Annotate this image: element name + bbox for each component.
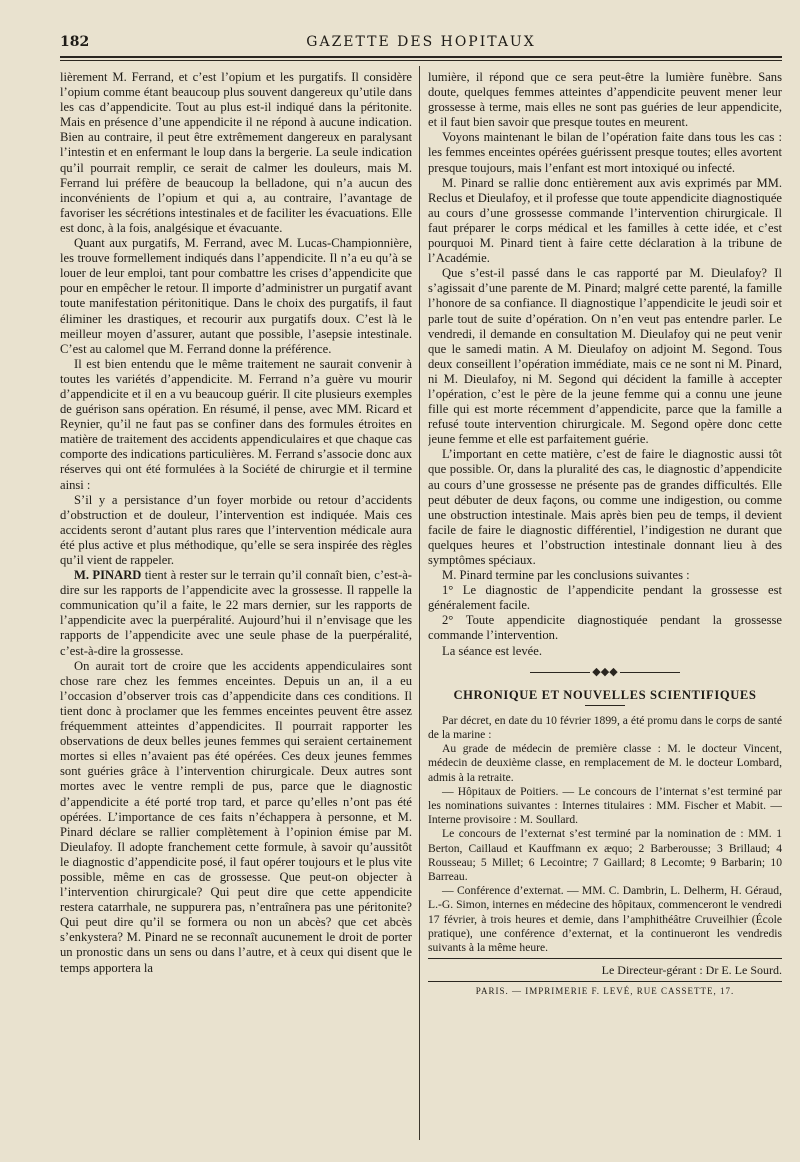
paragraph: Quant aux purgatifs, M. Ferrand, avec M. Lucas-Championnière, les trouve formellement indiqués dans l’appendicite. Il n’a eu qu’à se louer de leur emploi, tant pour combattre les crises d’appendicite que pour en empêcher le retour. Il importe d’administrer un purgatif avant toute manifestation péritonitique. Dans le choix des purgatifs, il faut éliminer les drastiques, et recourir aux purgatifs doux. C’est là le meilleur moyen d’assurer, autant que possible, l’asepsie intestinale. C’est au calomel que M. Ferrand donne la préférence. — [60, 236, 412, 356]
news-paragraph: — Hôpitaux de Poitiers. — Le concours de l’internat s’est terminé par les nominations suivantes : Internes titulaires : MM. Fischer et Mabit. — Interne provisoire : M. Soullard. — [428, 784, 782, 827]
page-number: 182 — [60, 34, 90, 50]
journal-title: GAZETTE DES HOPITAUX — [306, 34, 536, 50]
paragraph: 1° Le diagnostic de l’appendicite pendant la grossesse est généralement facile. — [428, 583, 782, 613]
paragraph: lièrement M. Ferrand, et c’est l’opium et les purgatifs. Il considère l’opium comme étant beaucoup plus souvent dangereux qu’utile dans les cas d’appendicite. Tout au plus est-il indiqué dans la péritonite. Mais en présence d’une appendicite il ne répond à aucune indication. Bien au contraire, il peut être extrêmement dangereux en paralysant l’intestin et en enfermant le loup dans la bergerie. La seule indication qu’il pourrait remplir, ce serait de calmer les douleurs, mais M. Ferrand lui préfère de beaucoup la belladone, qui n’a aucun des inconvénients de l’opium et qui a, au contraire, l’avantage de favoriser les sécrétions intestinales et de faciliter les évacuations. Elle est donc, à la fois, analgésique et évacuante. — [60, 70, 412, 235]
signature: Le Directeur-gérant : Dr E. Le Sourd. — [601, 963, 782, 978]
news-paragraph: Le concours de l’externat s’est terminé par la nomination de : MM. 1 Berton, Caillaud et Kauffmann ex æquo; 2 Barberousse; 3 Brillaud; 4 Rousseau; 5 Millet; 6 Lecointre; 7 Gaillard; 8 Lecomte; 9 Barbarin; 10 Barreau. — [428, 827, 782, 884]
header-rule-thin — [60, 60, 782, 61]
printer-imprint: PARIS. — IMPRIMERIE F. LEVÉ, RUE CASSETTE, 17. — [475, 986, 735, 997]
right-column — [428, 70, 782, 1150]
header-rule — [60, 56, 782, 58]
speaker-name: M. PINARD — [74, 568, 142, 583]
left-column — [60, 70, 412, 1150]
paragraph — [60, 568, 412, 659]
paragraph-text: tient à rester sur le terrain qu’il connaît bien, c’est-à-dire sur les rapports de l’appendicite avec la grossesse. Il rappelle la communication qu’il a faite, le 22 mars dernier, sur les rapports de l’appendicite avec la puerpéralité. Aujourd’hui il n’envisage que les rapports de l’appendicite avec une seule phase de la puerpéralité, c’est-à-dire la grossesse. — [60, 568, 412, 658]
paragraph: M. Pinard se rallie donc entièrement aux avis exprimés par MM. Reclus et Dieulafoy, et il professe que toute appendicite diagnostiquée au cours d’une grossesse commande l’intervention chirurgicale. Il faut préparer le corps médical et les familles à cette idée, et c’est pourquoi M. Pinard tient à faire cette déclaration à la tribune de l’Académie. — [428, 175, 782, 266]
news-paragraph: Au grade de médecin de première classe : M. le docteur Vincent, médecin de deuxième classe, en remplacement de M. le docteur Lombard, admis à la retraite. — [428, 742, 782, 784]
paragraph: 2° Toute appendicite diagnostiquée pendant la grossesse commande l’intervention. — [428, 613, 782, 643]
paragraph: L’important en cette matière, c’est de faire le diagnostic aussi tôt que possible. Or, dans la pluralité des cas, le diagnostic d’appendicite au cours d’une grossesse ne présente pas de grandes difficultés. Elle peut débuter de deux façons, ou comme une indigestion, ou comme une obstruction intestinale. Mais après bien peu de temps, il devient facile de faire le diagnostic différentiel, l’indigestion ne durant que quelques heures et l’obstruction intestinale donnant lieu à des symptômes spéciaux. — [428, 447, 782, 567]
paragraph: lumière, il répond que ce sera peut-être la lumière funèbre. Sans doute, quelques femmes atteintes d’appendicite peuvent mener leur grossesse à terme, mais elles ne sont pas guéries de leur appendicite, et il faut bien savoir que presque toutes en meurent. — [428, 70, 782, 130]
column-separator — [419, 66, 420, 1140]
section-title: CHRONIQUE ET NOUVELLES SCIENTIFIQUES — [453, 687, 757, 702]
paragraph: Voyons maintenant le bilan de l’opération faite dans tous les cas : les femmes enceintes opérées guérissent presque toutes; elles avortent presque toujours, mais l’enfant est mort intoxiqué ou infecté. — [428, 130, 782, 175]
page-header — [60, 30, 782, 58]
paragraph: La séance est levée. — [442, 643, 542, 658]
paragraph: On aurait tort de croire que les accidents appendiculaires sont chose rare chez les femmes enceintes. Depuis un an, il a eu l’occasion d’observer trois cas d’appendicite dans ces conditions. Il tient donc à proclamer que les femmes enceintes peuvent être assez fréquemment atteintes d’appendicites. Il pourrait rapporter les observations de deux belles jeunes femmes qui seraient certainement mortes si elles n’avaient pas été opérées. Ces deux jeunes femmes sont guéries grâce à l’intervention chirurgicale. Deux autres sont mortes avec le ventre rempli de pus, parce que le diagnostic d’appendicite a été porté trop tard, et parce qu’elles n’ont pas été opérées. L’importance de ces faits n’échappera à personne, et M. Pinard déclare se rallier complètement à l’opinion émise par M. Dieulafoy. Il adopte franchement cette formule, à savoir qu’aussitôt le diagnostic d’appendicite posé, il faut opérer toujours et le plus vite possible, même en cas de grossesse. Que peut-on objecter à l’intervention chirurgicale? Qui peut dire que cette appendicite restera catarrhale, ne suppurera pas, n’entraînera pas une péritonite? Qui peut dire qu’il se formera ou non un abcès? que cet abcès s’enkystera? M. Pinard ne se reconnaît aucunement le droit de porter un pronostic dans un sens ou dans l’autre, et à ceux qui disent que le temps apportera la — [60, 658, 412, 975]
news-section — [428, 714, 782, 955]
paragraph: Il est bien entendu que le même traitement ne saurait convenir à toutes les variétés d’appendicite. M. Ferrand n’a guère vu mourir d’appendicite et il en a vu beaucoup guérir. Il cite plusieurs exemples de guérison sans opération. En résumé, il pense, avec MM. Ricard et Reynier, qu’il ne faut pas se confiner dans des formules étroites en matière de traitement des accidents appendiculaires et que chaque cas comporte des indications particulières. M. Ferrand s’associe donc aux réserves qui ont été formulées à la Société de chirurgie et il termine ainsi : — [60, 356, 412, 492]
printer-rule — [428, 981, 782, 982]
section-divider-ornament: ◆◆◆ — [428, 665, 782, 680]
news-paragraph: — Conférence d’externat. — MM. C. Dambrin, L. Delherm, H. Géraud, L.-G. Simon, internes en médecine des hôpitaux, commenceront le vendredi 17 février, à trois heures et demie, dans l’amphithéâtre Cruveilhier (École pratique), une conférence d’externat, et la continueront les vendredis suivants à la même heure. — [428, 884, 782, 955]
signature-rule — [428, 958, 782, 959]
paragraph: M. Pinard termine par les conclusions suivantes : — [442, 568, 690, 583]
paragraph: Que s’est-il passé dans le cas rapporté par M. Dieulafoy? Il s’agissait d’une parente de M. Pinard; malgré cette parenté, la famille l’honore de sa confiance. Il diagnostique l’appendicite le jeudi soir et parle tout de suite d’opération. On n’en veut pas entendre parler. Le vendredi, il demande en consultation M. Dieulafoy qui ne peut venir que le samedi matin. A M. Dieulafoy on adjoint M. Segond. Tous deux conseillent l’opération immédiate, mais ce ne sont ni M. Pinard, ni M. Dieulafoy, ni M. Segond qui décident la famille à accepter l’opération, c’est le père de la jeune femme qui a connu une jeune fille qui est morte récemment d’appendicite, parce que la famille a refusé toute intervention chirurgicale. M. Segond opère donc cette jeune femme et elle est parfaitement guérie. — [428, 266, 782, 447]
news-paragraph: Par décret, en date du 10 février 1899, a été promu dans le corps de santé de la marine : — [428, 713, 782, 742]
section-title-rule — [585, 705, 625, 706]
paragraph: S’il y a persistance d’un foyer morbide ou retour d’accidents d’obstruction et de douleur, l’intervention est indiquée. Mais ces accidents seront d’autant plus rares que l’intervention médicale aura été plus active et plus méthodique, qu’elle se sera inspirée des règles qu’il vient de rappeler. — [60, 492, 412, 567]
